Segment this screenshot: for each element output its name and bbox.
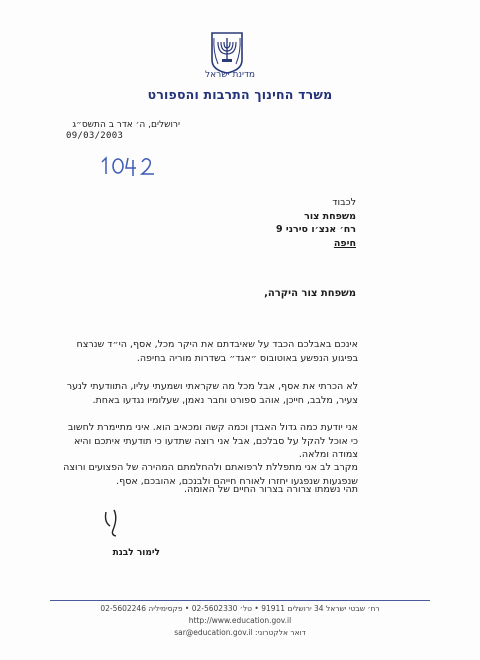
signer-name: לימור לבנת (112, 548, 160, 558)
footer-address: רח׳ שבטי ישראל 34 ירושלים 91911 • טל׳ 02-5602330 • פקסימיליה 02-5602246 (100, 604, 380, 613)
footer-divider (50, 600, 430, 601)
ministry-name: משרד החינוך התרבות והספורט (147, 87, 333, 102)
place-date: ירושלים, ה׳ אדר ב התשס״ג (72, 120, 180, 130)
state-emblem-icon (209, 30, 245, 74)
state-name: מדינת ישראל (204, 70, 256, 80)
footer-website: http://www.education.gov.il (188, 616, 292, 625)
handwritten-signature (100, 508, 126, 538)
body-paragraph: לא הכרתי את אסף, אבל מכל מה שקראתי ושמעתי עליו, התוודעתי לנער צעיר, מלבב, חייכן, אוהב ספורט וחבר נאמן, שעלומיו נגדעו באחת. (66, 381, 358, 406)
recipient-to: לכבוד (332, 197, 356, 208)
footer-email: דואר אלקטרוני: sar@education.gov.il (174, 628, 306, 637)
body-paragraph: אינכם באבלכם הכבד על שאיבדתם את היקר מכל, אסף, הי״ד שנרצח בפיגוע הנפשע באוטובוס ״אגד״ בשדרות מוריה בחיפה. (76, 339, 358, 364)
body-paragraph: אני יודעת כמה גדול האבדן וכמה קשה ומכאיב הוא. איני מתיימרת לחשוב כי אוכל להקל על סבלכם, אבל אני רוצה שתדעו כי תודעתי איתכם והיא צמודה ומלאה. (67, 422, 358, 460)
date-numeric: 09/03/2003 (66, 131, 124, 141)
salutation: משפחת צור היקרה, (264, 288, 356, 299)
recipient-city: חיפה (333, 237, 356, 249)
recipient-street: רח׳ אנצ׳ו סירני 9 (276, 224, 356, 235)
recipient-block (156, 196, 356, 250)
closing-line: תהי נשמתו צרורה בצרור החיים של האומה. (183, 484, 358, 495)
recipient-family: משפחת צור (304, 210, 356, 222)
handwritten-reference-number (98, 152, 168, 180)
body-paragraph: מקרב לב אני מתפללת לרפואתם ולהחלמתם המהירה של הפצועים ורוצה שנפגעות שנפגעו יחזרו לאורח חייהם ולבנכם, אהובכם, אסף. (63, 462, 358, 487)
